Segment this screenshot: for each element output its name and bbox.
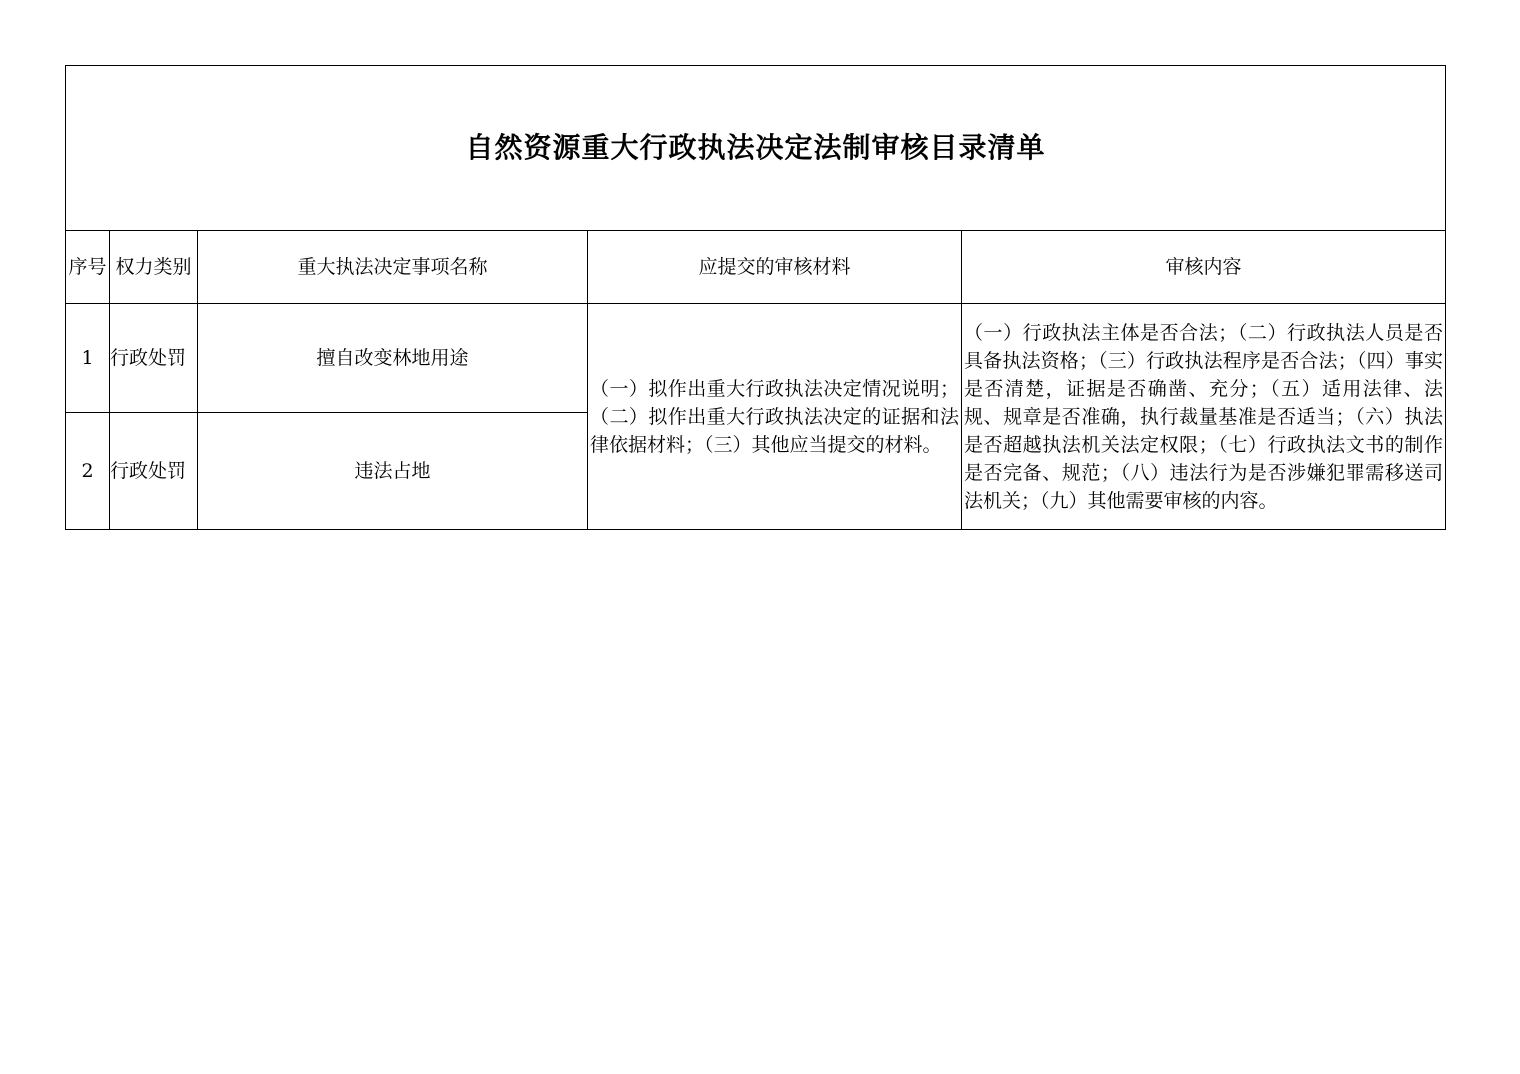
table-row xyxy=(66,304,1446,413)
spreadsheet-sheet xyxy=(65,65,1445,530)
title-row xyxy=(66,66,1446,231)
header-item: 重大执法决定事项名称 xyxy=(198,231,588,304)
header-seq: 序号 xyxy=(66,231,110,304)
review-catalog-table xyxy=(65,65,1446,530)
header-content: 审核内容 xyxy=(962,231,1446,304)
header-row xyxy=(66,231,1446,304)
cell-materials: （一）拟作出重大行政执法决定情况说明；（二）拟作出重大行政执法决定的证据和法律依据材料；（三）其他应当提交的材料。 xyxy=(588,304,962,530)
header-materials: 应提交的审核材料 xyxy=(588,231,962,304)
page-title: 自然资源重大行政执法决定法制审核目录清单 xyxy=(66,66,1446,231)
cell-category: 行政处罚 xyxy=(110,304,198,413)
cell-item: 擅自改变林地用途 xyxy=(198,304,588,413)
cell-seq: 1 xyxy=(66,304,110,413)
cell-seq: 2 xyxy=(66,413,110,530)
cell-item: 违法占地 xyxy=(198,413,588,530)
cell-review-content: （一）行政执法主体是否合法；（二）行政执法人员是否具备执法资格；（三）行政执法程序是否合法；（四）事实是否清楚，证据是否确凿、充分；（五）适用法律、法规、规章是否准确，执行裁量基准是否适当；（六）执法是否超越执法机关法定权限；（七）行政执法文书的制作是否完备、规范；（八）违法行为是否涉嫌犯罪需移送司法机关；（九）其他需要审核的内容。 xyxy=(962,304,1446,530)
cell-category: 行政处罚 xyxy=(110,413,198,530)
header-category: 权力类别 xyxy=(110,231,198,304)
